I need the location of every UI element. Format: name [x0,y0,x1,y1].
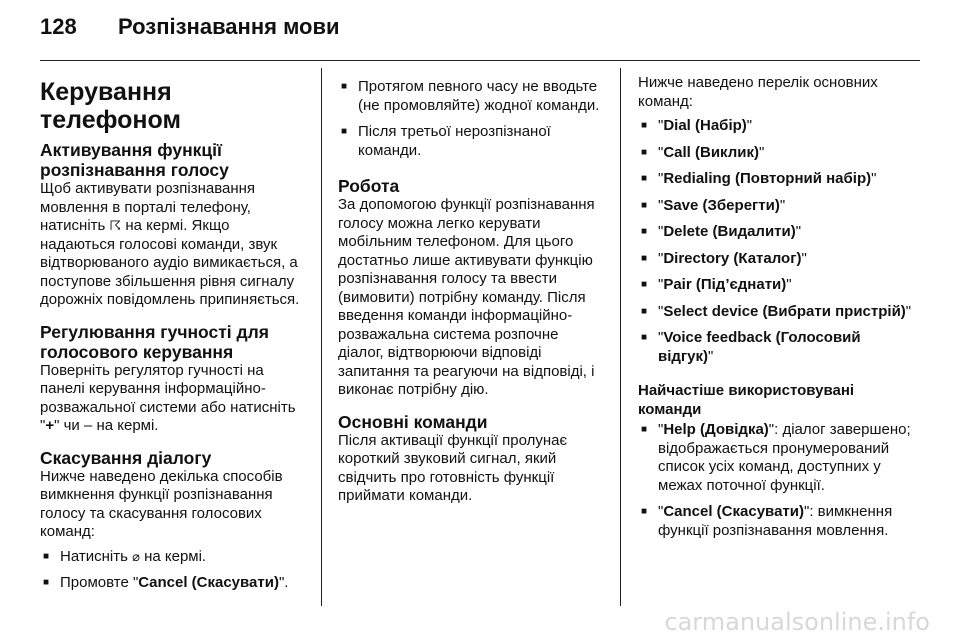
column-3 [638,74,920,548]
frequent-commands-heading: Найчастіше використовувані команди [638,382,855,418]
activation-text-b: на кермі. Якщо надаються голосові команди, звук відтворюваного аудіо вимикається, а поступове збільшення рівня сигналу дорожніх повідомлень припиняється. [40,217,300,308]
list-item: ■ Протягом певного часу не вводьте (не промовляйте) жодної команди. [338,78,608,115]
operation-text: За допомогою функції розпізнавання голосу можна легко керувати мобільним телефоном. Для цього достатньо лише активувати функцію розпізнавання голосу та ввести (вимовити) потрібну команду. Після введення команди інформаційно-розважальна система розпочне діалог, відтворюючи відповіді запитання та реагуючи на відповіді, і виконає потрібну дію. [338,196,595,398]
cancel-bullet-2-b: ". [278,574,289,591]
cancel-bullet-2-a: Промовте " [60,574,139,591]
list-item: ■ "Call (Виклик)" [638,144,920,163]
running-title: Розпізнавання мови [118,14,340,39]
commands-intro: Нижче наведено перелік основних команд: [638,74,878,110]
column-divider-1 [321,68,322,606]
command-help: Help (Довідка) [663,421,769,438]
list-item: ■ "Redialing (Повторний набір)" [638,170,920,189]
mute-call-icon: ⌀ [132,548,140,564]
activation-text-a: Щоб активувати розпізнавання мовлення в порталі телефону, натисніть [40,180,256,234]
voice-icon: ☈ [109,218,122,233]
page-number: 128 [40,14,77,39]
cancel-bullet-1-b: на кермі. [144,547,207,565]
activation-text [40,180,308,310]
basic-commands-heading: Основні команди [338,411,488,432]
commands-list [638,117,920,366]
command-pair: Pair (Під’єднати) [663,276,787,293]
list-item: ■ Після третьої нерозпізнаної команди. [338,123,608,160]
command-redial: Redialing (Повторний набір) [663,170,872,187]
cancel-list [40,548,308,593]
cancel-command: Cancel (Скасувати) [138,574,279,591]
volume-text-a: Поверніть регулятор гучності на панелі керування інформаційно-розважальної системи або натисніть " [40,361,296,434]
list-item [40,548,308,567]
help-description: : діалог завершено; відображається пронумерований список усіх команд, доступних у межах поточної функції. [658,421,911,494]
command-save: Save (Зберегти) [663,196,780,214]
list-item [40,574,308,593]
basic-commands-text: Після активації функції пролунає короткий звуковий сигнал, який свідчить про готовність функції приймати команди. [338,431,568,504]
command-voice-feedback: Voice feedback (Голосовий відгук) [658,329,861,365]
column-1 [40,74,308,601]
command-cancel: Cancel (Скасувати) [663,503,804,520]
command-select-device: Select device (Вибрати пристрій) [663,302,906,320]
watermark: carmanualsonline.info [664,608,930,636]
header-rule [40,60,920,61]
command-delete: Delete (Видалити) [663,223,796,240]
command-directory: Directory (Каталог) [663,249,802,267]
list-item: ■ "Delete (Видалити)" [638,223,920,242]
section-title: Керування телефоном [40,78,181,134]
cancel-description: : вимкнення функції розпізнавання мовлення. [658,503,893,539]
cancel-list-continued [338,78,608,160]
column-2 [338,74,608,506]
volume-heading: Регулювання гучності для голосового керування [40,321,269,362]
cancel-text: Нижче наведено декілька способів вимкнення функції розпізнавання голосу та скасування голосових команд: [40,467,283,540]
list-item: ■ "Save (Зберегти)" [638,197,920,216]
volume-text [40,362,308,436]
command-call: Call (Виклик) [663,143,759,161]
cancel-heading: Скасування діалогу [40,447,212,468]
frequent-commands-list [638,421,920,540]
operation-heading: Робота [338,176,400,196]
cancel-bullet-1-a: Натисніть [60,547,128,565]
list-item: ■ "Help (Довідка)": діалог завершено; відображається пронумерований список усіх команд, доступних у межах поточної функції. [638,421,920,495]
activation-heading: Активування функції розпізнавання голосу [40,140,229,180]
list-item: ■ "Dial (Набір)" [638,117,920,136]
page-header [40,14,340,54]
list-item: ■ "Voice feedback (Голосовий відгук)" [638,329,920,366]
plus-symbol: + [45,417,55,434]
list-item: ■ "Pair (Під’єднати)" [638,276,920,295]
command-dial: Dial (Набір) [663,117,747,134]
list-item: ■ "Cancel (Скасувати)": вимкнення функції розпізнавання мовлення. [638,503,920,540]
column-divider-2 [620,68,621,606]
volume-text-b: " чи – на кермі. [54,417,159,434]
list-item: ■ "Select device (Вибрати пристрій)" [638,303,920,322]
list-item: ■ "Directory (Каталог)" [638,250,920,269]
